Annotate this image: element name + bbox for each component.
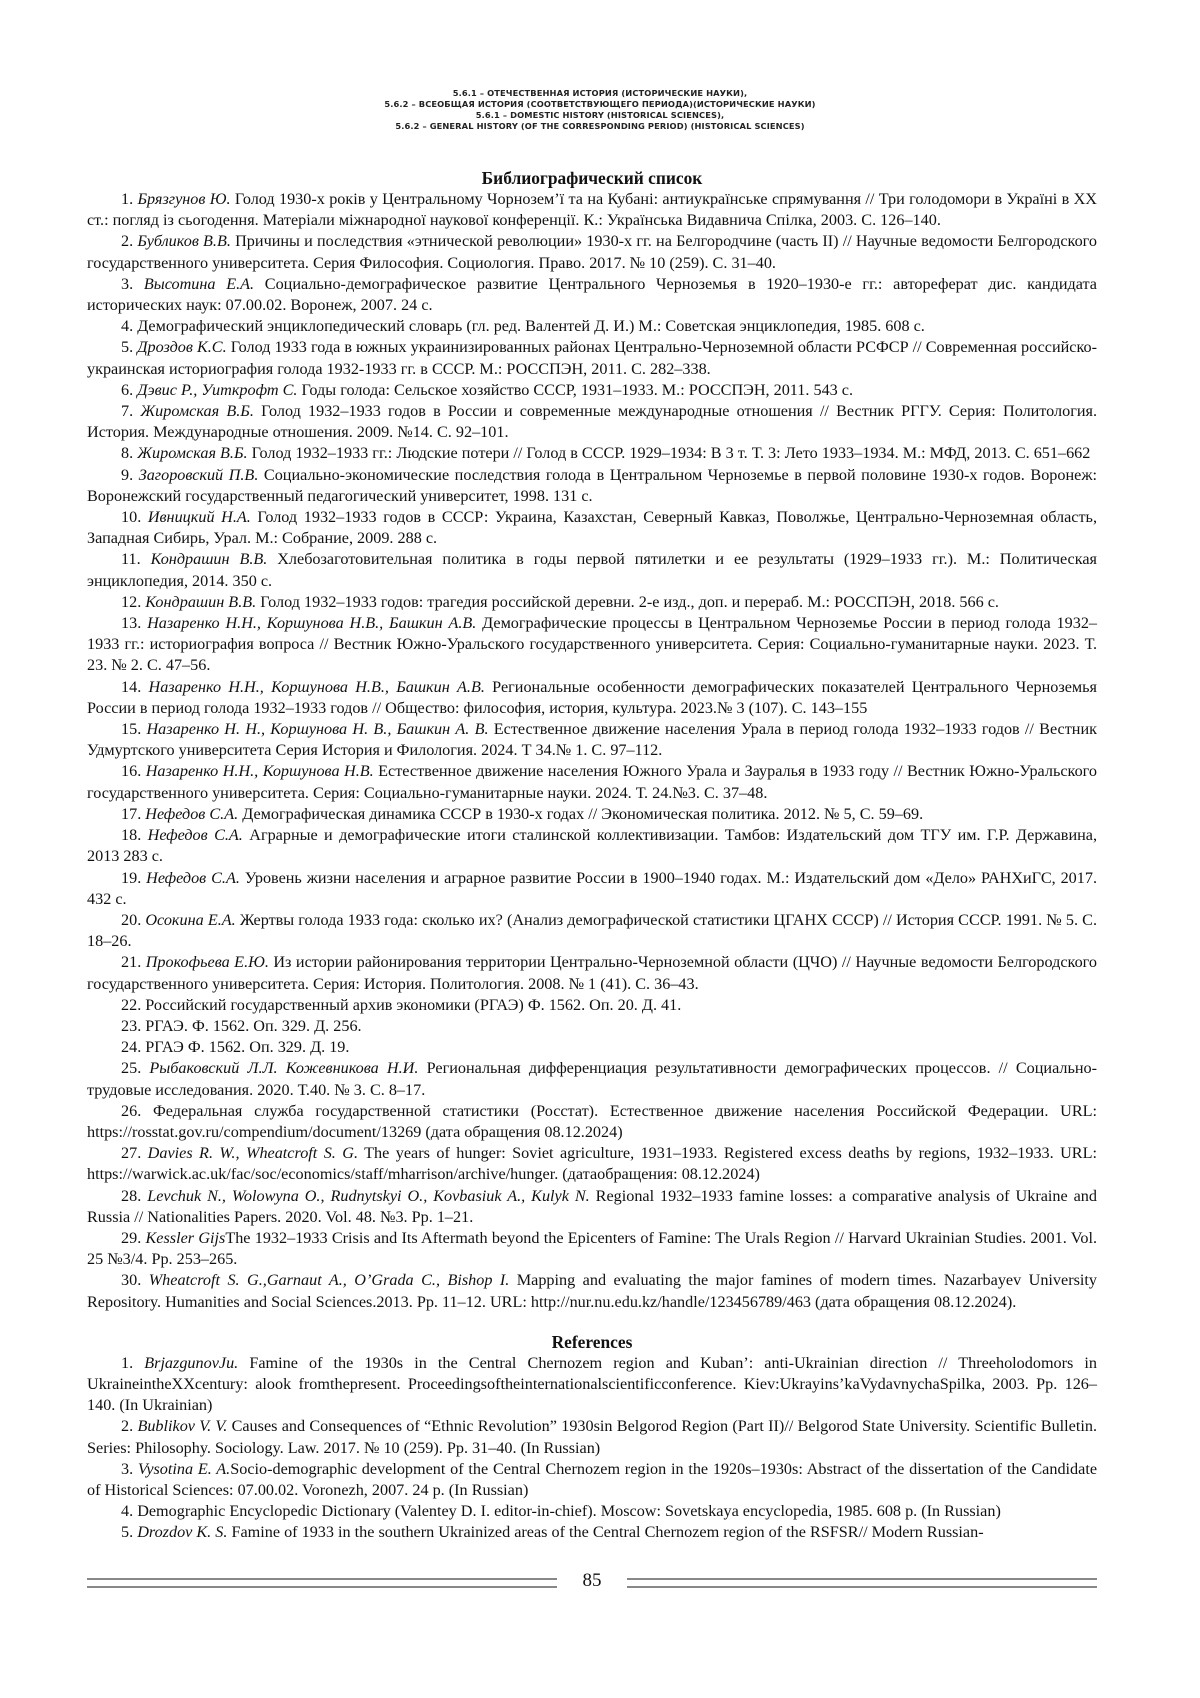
entry-author: Назаренко Н.Н., Коршунова Н.В., Башкин А.В. xyxy=(147,614,477,633)
entry-author: Davies R. W., Wheatcroft S. G. xyxy=(147,1144,359,1163)
entry-author: Назаренко Н.Н., Коршунова Н.В. xyxy=(145,762,374,781)
bibliography-entry xyxy=(87,995,1097,1016)
bibliography-entry xyxy=(87,549,1097,591)
entry-number: 13. xyxy=(121,614,142,633)
entry-number: 1. xyxy=(121,1353,134,1372)
entry-text: Causes and Consequences of “Ethnic Revolution” 1930sin Belgorod Region (Part II)// Belgorod State University. Scientific Bulletin. Series: Philosophy. Sociology. Law. 2017. № 10 (259). Pp. 31–40. (In Russian) xyxy=(87,1417,1097,1457)
bibliography-entry xyxy=(87,804,1097,825)
entry-text: Демографический энциклопедический словарь (гл. ред. Валентей Д. И.) М.: Советская энциклопедия, 1985. 608 с. xyxy=(137,317,925,336)
entry-author: Высотина Е.А. xyxy=(143,274,255,293)
entry-text: РГАЭ Ф. 1562. Оп. 329. Д. 19. xyxy=(145,1038,350,1057)
entry-author: Нефедов С.А. xyxy=(146,868,240,887)
entry-text: Голод 1932–1933 годов в России и современные международные отношения // Вестник РГГУ. Серия: Политология. История. Международные отношения. 2009. №14. С. 92–101. xyxy=(87,402,1098,442)
bibliography-entry xyxy=(87,952,1097,994)
entry-number: 1. xyxy=(121,190,134,208)
entry-author: Дэвис Р., Уиткрофт С. xyxy=(137,380,298,399)
entry-author: Ивницкий Н.А. xyxy=(147,508,251,527)
page-number: 85 xyxy=(582,1570,602,1591)
entry-author: Drozdov K. S. xyxy=(137,1523,228,1542)
entry-number: 23. xyxy=(121,1016,142,1035)
entry-author: Wheatcroft S. G.,Garnaut A., O’Grada C., Bishop I. xyxy=(148,1271,510,1290)
entry-text: Голод 1933 года в южных украинизированных районах Центрально-Черноземной области РСФСР // Современная российско-украинская историография голода 1932-1933 гг. в СССР. М.: РОССПЭН, 2011. С. 282–338. xyxy=(87,338,1098,378)
entry-author: Bublikov V. V. xyxy=(137,1417,228,1436)
footer-rule-right xyxy=(627,1578,1097,1588)
bibliography-entry xyxy=(87,677,1097,719)
entry-author: Нефедов С.А. xyxy=(145,804,239,823)
running-header xyxy=(0,88,1200,132)
entry-text: Социально-демографическое развитие Центрального Черноземья в 1920–1930-е гг.: автореферат дис. кандидата исторических наук: 07.00.02. Воронеж, 2007. 24 с. xyxy=(87,274,1097,315)
entry-text: Естественное движение населения Южного Урала и Зауралья в 1933 году // Вестник Южно-Уральского государственного университета. Серия: Социально-гуманитарные науки. 2024. Т. 24.№3. С. 37–48. xyxy=(87,762,1097,802)
entry-number: 11. xyxy=(121,550,141,569)
entry-text: Хлебозаготовительная политика в годы первой пятилетки и ее результаты (1929–1933 гг.). М.: Политическая энциклопедия, 2014. 350 с. xyxy=(87,550,1097,590)
entry-author: Жиромская В.Б. xyxy=(140,402,254,421)
entry-text: Федеральная служба государственной статистики (Росстат). Естественное движение населения Российской Федерации. URL: https://rosstat.gov.ru/compendium/document/13269 (дата обращения 08.12.2024) xyxy=(87,1101,1097,1141)
entry-author: Кондрашин В.В. xyxy=(150,550,268,569)
entry-text: Региональная дифференциация результативности демографических процессов. // Социально-трудовые исследования. 2020. Т.40. № 3. С. 8–17. xyxy=(87,1059,1098,1099)
entry-author: Levchuk N., Wolowyna O., Rudnytskyi O., Kovbasiuk A., Kulyk N. xyxy=(147,1186,590,1205)
entry-text: The 1932–1933 Crisis and Its Aftermath beyond the Epicenters of Famine: The Urals Region // Harvard Ukrainian Studies. 2001. Vol. 25 №3/4. Pp. 253–265. xyxy=(87,1228,1097,1269)
header-line: 5.6.1 – DOMESTIC HISTORY (HISTORICAL SCIENCES), xyxy=(475,110,725,120)
bibliography-entry xyxy=(87,1037,1097,1058)
entry-text: Уровень жизни населения и аграрное развитие России в 1900–1940 годах. М.: Издательский дом «Дело» РАНХиГС, 2017. 432 с. xyxy=(87,868,1098,908)
bibliography-entry xyxy=(87,1228,1097,1270)
entry-number: 30. xyxy=(121,1271,142,1290)
entry-text: Региональные особенности демографических показателей Центрального Черноземья России в период голода 1932–1933 годов // Общество: философия, история, культура. 2023.№ 3 (107). С. 143–155 xyxy=(87,677,1098,717)
entry-number: 2. xyxy=(121,232,134,251)
bibliography-entry xyxy=(87,189,1097,231)
bibliography-entry xyxy=(87,443,1097,464)
entry-author: BrjazgunovJu. xyxy=(144,1353,239,1372)
entry-author: Бубликов В.В. xyxy=(137,232,231,251)
entry-text: Российский государственный архив экономики (РГАЭ) Ф. 1562. Оп. 20. Д. 41. xyxy=(145,995,682,1014)
entry-number: 6. xyxy=(121,380,134,399)
header-line: 5.6.2 – GENERAL HISTORY (OF THE CORRESPONDING PERIOD) (HISTORICAL SCIENCES) xyxy=(395,121,805,131)
entry-number: 16. xyxy=(121,762,142,781)
entry-text: Mapping and evaluating the major famines of modern times. Nazarbayev University Repository. Humanities and Social Sciences.2013. Pp. 11–12. URL: http://nur.nu.edu.kz/handle/123456789/463 (дата обращения 08.12.2024). xyxy=(87,1271,1097,1311)
bibliography-entry xyxy=(87,316,1097,337)
bibliography-entry xyxy=(87,1143,1097,1185)
reference-entry xyxy=(87,1459,1097,1501)
bibliography-entry xyxy=(87,761,1097,803)
entry-author: Прокофьева Е.Ю. xyxy=(145,953,269,972)
entry-number: 17. xyxy=(121,804,142,823)
entry-text: The years of hunger: Soviet agriculture, 1931–1933. Registered excess deaths by regions, 1932–1933. URL: https://warwick.ac.uk/fac/soc/economics/staff/mharrison/archive/hunger. (датаобращения: 08.12.2024) xyxy=(87,1144,1097,1184)
bibliography-entry xyxy=(87,507,1097,549)
bibliography-entry xyxy=(87,825,1097,867)
bibliography-entry xyxy=(87,1016,1097,1037)
entry-text: Голод 1930-х років у Центральному Чорнозем’ї та на Кубані: антиукраїнське спрямування // Три голодомори в Україні в XX ст.: погляд із сьогодення. Матеріали міжнародної наукової конференції. К.: Українська Видавнича Спілка, 2003. С. 126–140. xyxy=(87,190,1097,230)
entry-author: Осокина Е.А. xyxy=(145,910,236,929)
entry-number: 10. xyxy=(121,508,142,527)
bibliography-entry xyxy=(87,401,1097,443)
reference-entry xyxy=(87,1522,1097,1543)
entry-text: Причины и последствия «этнической революции» 1930-х гг. на Белгородчине (часть II) // Научные ведомости Белгородского государственного университета. Серия Философия. Социология. Право. 2017. № 10 (259). С. 31–40. xyxy=(87,232,1097,272)
entry-author: Дроздов К.С. xyxy=(137,338,227,357)
article-body xyxy=(87,168,1097,1544)
bibliography-list xyxy=(87,189,1097,1313)
entry-author: Нефедов С.А. xyxy=(147,826,243,845)
reference-entry xyxy=(87,1501,1097,1522)
reference-entry xyxy=(87,1416,1097,1458)
bibliography-entry xyxy=(87,868,1097,910)
entry-text: Из истории районирования территории Центрально-Черноземной области (ЦЧО) // Научные ведомости Белгородского государственного университета. Серия: История. Политология. 2008. № 1 (41). С. 36–43. xyxy=(87,953,1098,993)
bibliography-entry xyxy=(87,1101,1097,1143)
page-footer xyxy=(87,1568,1097,1600)
entry-number: 21. xyxy=(121,953,142,972)
entry-author: Vysotina E. A. xyxy=(137,1459,231,1478)
entry-text: Голод 1932–1933 годов: трагедия российской деревни. 2-е изд., доп. и перераб. М.: РОССПЭН, 2018. 566 с. xyxy=(256,592,999,611)
entry-text: РГАЭ. Ф. 1562. Оп. 329. Д. 256. xyxy=(145,1016,362,1035)
entry-text: Socio-demographic development of the Central Chernozem region in the 1920s–1930s: Abstract of the dissertation of the Candidate of Historical Sciences: 07.00.02. Voronezh, 2007. 24 p. (In Russian) xyxy=(87,1459,1097,1499)
entry-number: 25. xyxy=(121,1059,142,1078)
entry-text: Демографические процессы в Центральном Черноземье России в период голода 1932–1933 гг.: историография вопроса // Вестник Южно-Уральского государственного университета. Серия: Социально-гуманитарные науки. 2023. Т. 23. № 2. С. 47–56. xyxy=(87,614,1098,675)
entry-author: Загоровский П.В. xyxy=(138,465,259,484)
bibliography-entry xyxy=(87,1058,1097,1100)
bibliography-entry xyxy=(87,910,1097,952)
entry-text: Социально-экономические последствия голода в Центральном Черноземье в первой половине 1930-х годов. Воронеж: Воронежский государственный педагогический университет, 1998. 131 с. xyxy=(87,465,1098,505)
entry-number: 8. xyxy=(121,444,134,463)
entry-number: 20. xyxy=(121,910,142,929)
entry-number: 28. xyxy=(121,1186,142,1205)
entry-author: Брязгунов Ю. xyxy=(137,190,231,208)
bibliography-entry xyxy=(87,613,1097,677)
entry-text: Годы голода: Сельское хозяйство СССР, 1931–1933. М.: РОССПЭН, 2011. 543 с. xyxy=(297,380,854,399)
entry-number: 19. xyxy=(121,868,142,887)
entry-number: 5. xyxy=(121,338,134,357)
entry-number: 7. xyxy=(121,402,134,421)
reference-entry xyxy=(87,1353,1097,1417)
bibliography-entry xyxy=(87,274,1097,316)
entry-text: Demographic Encyclopedic Dictionary (Valentey D. I. editor-in-chief). Moscow: Sovetskaya encyclopedia, 1985. 608 p. (In Russian) xyxy=(137,1502,1001,1521)
entry-text: Естественное движение населения Урала в период голода 1932–1933 годов // Вестник Удмуртского университета Серия История и Филология. 2024. Т 34.№ 1. С. 97–112. xyxy=(87,720,1097,760)
entry-text: Famine of 1933 in the southern Ukrainized areas of the Central Chernozem region of the RSFSR// Modern Russian- xyxy=(227,1523,984,1542)
bibliography-entry xyxy=(87,1186,1097,1228)
entry-text: Famine of the 1930s in the Central Chernozem region and Kuban’: anti-Ukrainian direction // Threeholodomors in UkraineintheXXcentury: alook fromthepresent. Proceedingsoftheinternationalscientificconference. Kiev:Ukrayins’kaVydavnychaSpilka, 2003. Pp. 126–140. (In Ukrainian) xyxy=(87,1353,1098,1415)
entry-text: Демографическая динамика СССР в 1930-х годах // Экономическая политика. 2012. № 5, С. 59–69. xyxy=(238,804,924,823)
bibliography-entry xyxy=(87,719,1097,761)
entry-number: 3. xyxy=(121,274,134,293)
references-title: References xyxy=(551,1331,633,1352)
entry-number: 22. xyxy=(121,995,142,1014)
bibliography-entry xyxy=(87,380,1097,401)
entry-number: 4. xyxy=(121,1502,134,1521)
entry-text: Аграрные и демографические итоги сталинской коллективизации. Тамбов: Издательский дом ТГУ им. Г.Р. Державина, 2013 283 с. xyxy=(87,826,1098,866)
entry-text: Regional 1932–1933 famine losses: a comparative analysis of Ukraine and Russia // Nationalities Papers. 2020. Vol. 48. №3. Pp. 1–21. xyxy=(87,1186,1097,1226)
entry-number: 4. xyxy=(121,317,134,336)
entry-author: Рыбаковский Л.Л. Кожевникова Н.И. xyxy=(149,1059,419,1078)
entry-text: Голод 1932–1933 гг.: Людские потери // Голод в СССР. 1929–1934: В 3 т. Т. 3: Лето 1933–1934. М.: МФД, 2013. С. 651–662 xyxy=(247,444,1091,463)
entry-author: Назаренко Н. Н., Коршунова Н. В., Башкин А. В. xyxy=(146,720,489,739)
entry-number: 9. xyxy=(121,465,134,484)
footer-rule-left xyxy=(87,1578,557,1588)
entry-text: Голод 1932–1933 годов в СССР: Украина, Казахстан, Северный Кавказ, Поволжье, Центрально-Черноземная область, Западная Сибирь, Урал. М.: Собрание, 2009. 288 с. xyxy=(87,508,1097,548)
references-list xyxy=(87,1353,1097,1544)
bibliography-entry xyxy=(87,592,1097,613)
bibliography-entry xyxy=(87,1270,1097,1312)
entry-number: 24. xyxy=(121,1038,142,1057)
entry-number: 29. xyxy=(121,1228,142,1247)
entry-author: Кондрашин В.В. xyxy=(145,592,257,611)
header-line: 5.6.2 – ВСЕОБЩАЯ ИСТОРИЯ (СООТВЕТСТВУЮЩЕГО ПЕРИОДА)(ИСТОРИЧЕСКИЕ НАУКИ) xyxy=(384,99,816,109)
entry-number: 14. xyxy=(121,677,142,696)
entry-number: 12. xyxy=(121,592,142,611)
entry-author: Назаренко Н.Н., Коршунова Н.В., Башкин А.В. xyxy=(148,677,485,696)
header-line: 5.6.1 – ОТЕЧЕСТВЕННАЯ ИСТОРИЯ (ИСТОРИЧЕСКИЕ НАУКИ), xyxy=(452,88,748,98)
entry-number: 27. xyxy=(121,1144,142,1163)
entry-number: 3. xyxy=(121,1459,134,1478)
entry-number: 18. xyxy=(121,826,142,845)
entry-text: Жертвы голода 1933 года: сколько их? (Анализ демографической статистики ЦГАНХ СССР) // История СССР. 1991. № 5. С. 18–26. xyxy=(87,910,1098,951)
bibliography-entry xyxy=(87,231,1097,273)
entry-author: Kessler Gijs xyxy=(145,1228,226,1247)
entry-number: 5. xyxy=(121,1523,134,1542)
entry-number: 15. xyxy=(121,720,142,739)
entry-number: 26. xyxy=(121,1101,142,1120)
entry-number: 2. xyxy=(121,1417,134,1436)
bibliography-title: Библиографический список xyxy=(481,168,703,188)
entry-author: Жиромская В.Б. xyxy=(137,444,248,463)
bibliography-entry xyxy=(87,337,1097,379)
bibliography-entry xyxy=(87,465,1097,507)
